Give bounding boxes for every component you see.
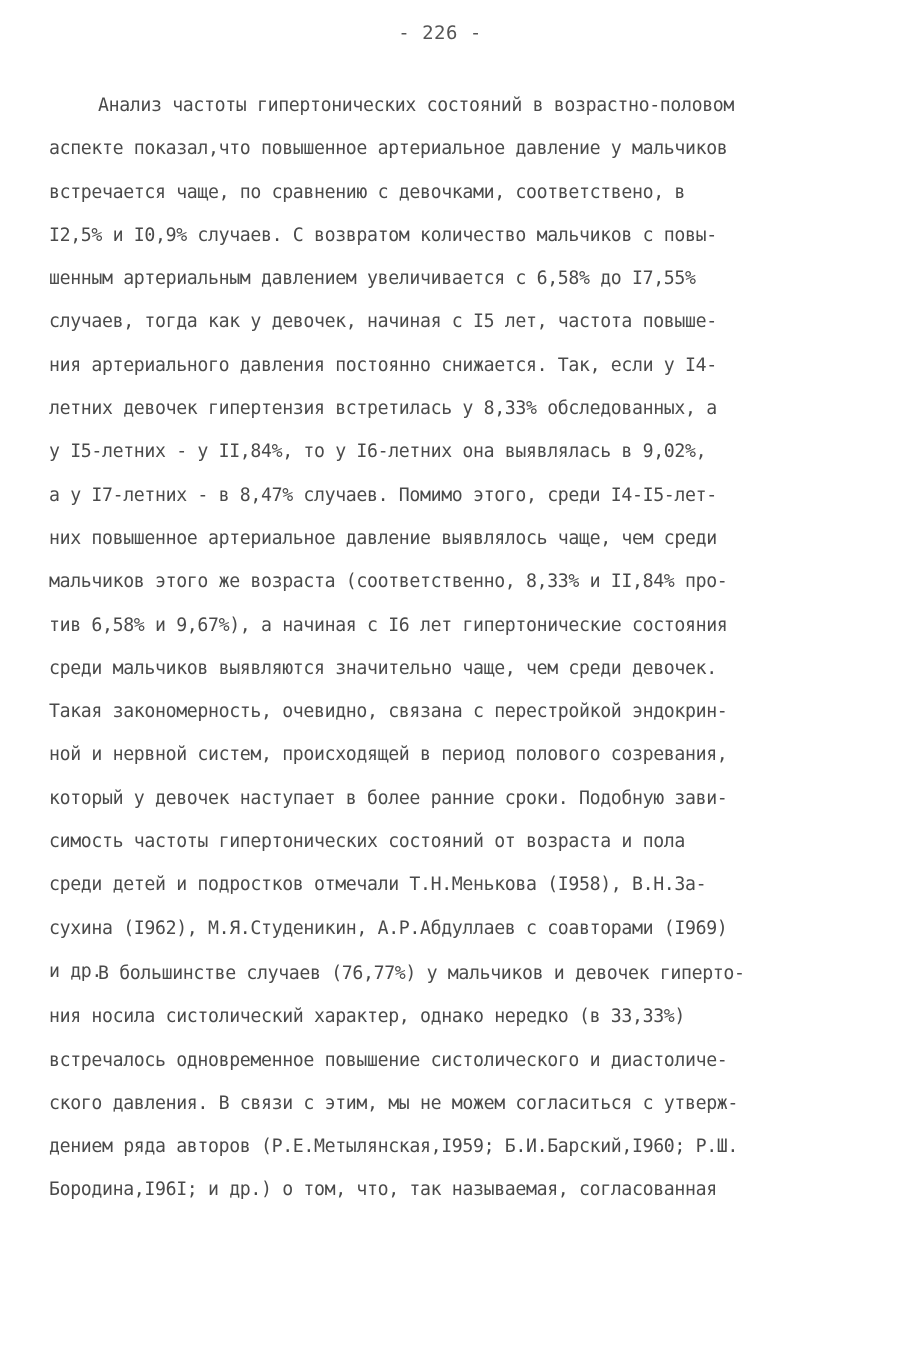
text-line: I2,5% и I0,9% случаев. С возвратом количество мальчиков с повы- — [49, 224, 717, 246]
text-line: ной и нервной систем, происходящей в период полового созревания, — [49, 744, 728, 766]
text-line: ния артериального давления постоянно снижается. Так, если у I4- — [49, 354, 717, 376]
text-line: ния носила систолический характер, однако нередко (в 33,33%) — [49, 1006, 685, 1028]
text-line: сухина (I962), М.Я.Студеникин, А.Р.Абдуллаев с соавторами (I969) — [49, 917, 728, 939]
text-line: симость частоты гипертонических состояний от возраста и пола — [49, 831, 685, 853]
text-line: шенным артериальным давлением увеличивается с 6,58% до I7,55% — [49, 268, 696, 290]
text-line: случаев, тогда как у девочек, начиная с I5 лет, частота повыше- — [49, 311, 717, 333]
text-line: среди мальчиков выявляются значительно чаще, чем среди девочек. — [49, 657, 717, 679]
text-line: который у девочек наступает в более ранние сроки. Подобную зави- — [49, 787, 728, 809]
text-line: встречалось одновременное повышение систолического и диастоличе- — [49, 1049, 728, 1071]
text-line: среди детей и подростков отмечали Т.Н.Менькова (I958), В.Н.За- — [49, 874, 707, 896]
text-line: Бородина,I96I; и др.) о том, что, так называемая, согласованная — [49, 1179, 717, 1201]
text-line: у I5-летних - у II,84%, то у I6-летних она выявлялась в 9,02%, — [49, 441, 707, 463]
paragraph-1 — [49, 84, 849, 993]
text-line: аспекте показал,что повышенное артериальное давление у мальчиков — [49, 138, 728, 160]
text-line: Анализ частоты гипертонических состояний в возрастно-половом — [98, 95, 734, 116]
page-number: - 226 - — [398, 22, 482, 44]
paragraph-2 — [49, 952, 849, 1212]
text-line: них повышенное артериальное давление выявлялось чаще, чем среди — [49, 527, 717, 549]
text-line: ского давления. В связи с этим, мы не можем согласиться с утверж- — [49, 1092, 738, 1114]
text-line: тив 6,58% и 9,67%), а начиная с I6 лет гипертонические состояния — [49, 614, 728, 636]
text-line: встречается чаще, по сравнению с девочками, соответствено, в — [49, 181, 685, 203]
text-line: и др. — [49, 960, 102, 982]
text-line: мальчиков этого же возраста (соответственно, 8,33% и II,84% про- — [49, 571, 728, 593]
text-line: Такая закономерность, очевидно, связана с перестройкой эндокрин- — [49, 701, 728, 723]
text-line: летних девочек гипертензия встретилась у 8,33% обследованных, а — [49, 398, 717, 420]
text-line: В большинстве случаев (76,77%) у мальчиков и девочек гиперто- — [98, 963, 745, 984]
text-line: а у I7-летних - в 8,47% случаев. Помимо этого, среди I4-I5-лет- — [49, 484, 717, 506]
text-line: дением ряда авторов (Р.Е.Метылянская,I959; Б.И.Барский,I960; Р.Ш. — [49, 1136, 738, 1158]
